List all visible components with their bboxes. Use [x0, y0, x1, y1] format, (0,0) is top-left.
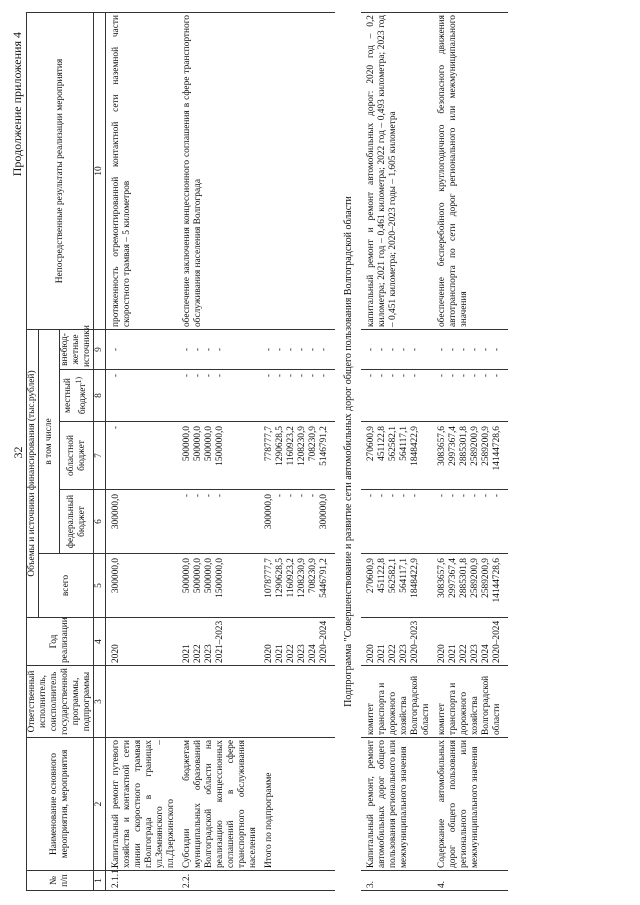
header-local-footnote: 1)	[74, 376, 84, 384]
federal-cell	[182, 490, 259, 554]
responsible-executor	[182, 666, 259, 738]
header-total: всего	[39, 554, 94, 618]
regional-cell-value: 1160923,2	[286, 426, 296, 466]
header-resp: Ответственный исполнитель, соисполнитель государственной программы, подпрограммы	[27, 666, 94, 738]
table-row	[182, 13, 259, 891]
local-cell-value: -	[447, 374, 458, 378]
header-local-label: местный бюджет	[63, 378, 89, 415]
federal-cell-value: -	[365, 494, 376, 498]
regional-cell	[437, 422, 503, 490]
measure-name: Капитальный ремонт путевого хозяйства и контактной сети линии скоростного трамвая г.Волгограда в границах ул.Земнянского – пл.Дзержинского	[111, 738, 177, 871]
header-results: Непосредственные результаты реализации мероприятия	[27, 13, 94, 330]
extra-cell	[264, 330, 330, 370]
header-extra: внебюд-жетные источники	[60, 330, 94, 370]
year-cell	[366, 618, 432, 666]
local-cell-value: -	[204, 374, 214, 378]
column-number: 6	[94, 490, 106, 554]
extra-cell-value: -	[182, 347, 192, 352]
column-number: 8	[94, 370, 106, 422]
total-cell-value: 270600,9	[365, 558, 376, 594]
local-cell	[366, 370, 432, 422]
year-cell-value: 2021	[182, 644, 192, 663]
year-cell-value: 2021	[447, 644, 458, 663]
regional-cell-value: 708230,9	[308, 426, 318, 462]
year-cell-value: 2021	[376, 644, 387, 663]
year-cell	[437, 618, 503, 666]
year-cell-value: 2023	[297, 644, 307, 663]
total-cell	[437, 554, 503, 618]
measure-name: Субсидии бюджетам муниципальных образований Волгоградской области на реализацию концессионных соглашений в сфере транспортного обслуживания населения	[182, 738, 259, 871]
total-cell-value: 1160923,2	[286, 558, 296, 598]
federal-cell-value: -	[387, 494, 398, 498]
extra-cell-value: -	[297, 347, 307, 352]
total-cell-value: 2885301,8	[458, 558, 469, 598]
regional-cell	[182, 422, 259, 490]
total-cell-value: 708230,9	[308, 558, 318, 594]
subprogram-title-section	[335, 13, 361, 891]
extra-cell-value: -	[491, 347, 502, 352]
total-cell-value: 1500000,0	[215, 558, 225, 598]
extra-cell-value: -	[376, 347, 387, 352]
extra-cell-value: -	[286, 347, 296, 352]
responsible-executor: комитет транспорта и дорожного хозяйства Волгоградской области	[366, 666, 432, 738]
total-cell-value: 1290628,5	[275, 558, 285, 598]
column-number: 9	[94, 330, 106, 370]
total-cell-value: 1078777,7	[264, 558, 274, 598]
header-year: Год реализации	[27, 618, 94, 666]
table-body-subprogram-1	[106, 13, 336, 891]
local-cell	[111, 370, 177, 422]
total-cell	[182, 554, 259, 618]
row-number	[264, 871, 330, 891]
column-number-row	[94, 13, 106, 891]
local-cell-value: -	[215, 374, 225, 378]
regional-cell	[366, 422, 432, 490]
measure-name: Итого по подпрограмме	[264, 738, 330, 871]
header-federal: федеральный бюджет	[60, 490, 94, 554]
subprogram-title: Подпрограмма "Совершенствование и развитие сети автомобильных дорог общего пользования Волгоградской области	[343, 196, 354, 707]
extra-cell-value: -	[436, 347, 447, 352]
result-cell: обеспечение бесперебойного круглогодичного безопасного движения автотранспорта по сети дорог регионального или межмуниципального значения	[437, 13, 503, 330]
column-number: 7	[94, 422, 106, 490]
year-cell	[182, 618, 259, 666]
total-cell-value: 562582,1	[387, 558, 398, 594]
federal-cell-value: -	[480, 494, 491, 498]
extra-cell	[366, 330, 432, 370]
regional-cell-value: 2589200,9	[480, 426, 491, 466]
total-cell-value: 300000,0	[111, 558, 121, 594]
federal-cell-value: -	[308, 494, 318, 498]
column-number: 10	[94, 13, 106, 330]
total-cell-value: 2589200,9	[469, 558, 480, 598]
federal-cell-value: 300000,0	[319, 494, 329, 530]
regional-cell-value: 1290628,5	[275, 426, 285, 466]
extra-cell	[182, 330, 259, 370]
column-number: 4	[94, 618, 106, 666]
year-cell-value: 2022	[387, 644, 398, 663]
total-cell-value: 500000,0	[182, 558, 192, 594]
local-cell-value: -	[458, 374, 469, 378]
local-cell-value: -	[469, 374, 480, 378]
federal-cell-value: -	[491, 494, 502, 498]
local-cell-value: -	[365, 374, 376, 378]
result-cell: обеспечение заключения концессионного соглашения в сфере транспортного обслуживания населения Волгограда	[182, 13, 259, 330]
responsible-executor: комитет транспорта и дорожного хозяйства Волгоградской области	[437, 666, 503, 738]
financing-table	[26, 12, 508, 891]
year-cell-value: 2020	[436, 644, 447, 663]
local-cell	[437, 370, 503, 422]
federal-cell-value: -	[297, 494, 307, 498]
year-cell-value: 2021	[275, 644, 285, 663]
extra-cell-value: -	[387, 347, 398, 352]
table-row	[437, 13, 503, 891]
regional-cell	[111, 422, 177, 490]
column-number: 2	[94, 738, 106, 871]
page-number: 32	[11, 446, 25, 459]
federal-cell-value: -	[409, 494, 420, 498]
header-incl: в том числе	[39, 330, 60, 554]
local-cell-value: -	[387, 374, 398, 378]
federal-cell-value: 300000,0	[111, 494, 121, 530]
extra-cell-value: -	[111, 347, 121, 352]
total-cell-value: 5446791,2	[319, 558, 329, 598]
regional-cell-value: 2589200,9	[469, 426, 480, 466]
row-number: 2.1.1.	[111, 871, 177, 891]
total-cell	[111, 554, 177, 618]
extra-cell	[437, 330, 503, 370]
row-number: 2.2.	[182, 871, 259, 891]
total-cell-value: 2997367,4	[447, 558, 458, 598]
federal-cell	[366, 490, 432, 554]
total-cell-value: 2589200,9	[480, 558, 491, 598]
regional-cell-value: 3083657,6	[436, 426, 447, 466]
federal-cell	[264, 490, 330, 554]
measure-name: Содержание автомобильных дорог общего пользования регионального или межмуниципального значения	[437, 738, 503, 871]
regional-cell-value: 500000,0	[182, 426, 192, 462]
year-cell-value: 2020	[264, 644, 274, 663]
year-cell-value: 2020	[365, 644, 376, 663]
header-regional: областной бюджет	[60, 422, 94, 490]
table-row	[366, 13, 432, 891]
local-cell-value: -	[480, 374, 491, 378]
total-cell-value: 451122,8	[376, 558, 387, 593]
extra-cell-value: -	[480, 347, 491, 352]
federal-cell-value: -	[458, 494, 469, 498]
result-cell: капитальный ремонт и ремонт автомобильных дорог: 2020 год – 0,2 километра; 2021 год – 0,461 километра; 2022 год – 0,493 километра; 2023 год – 0,451 километра; 2020–2023 годы – 1,605 километра	[366, 13, 432, 330]
federal-cell-value: -	[447, 494, 458, 498]
local-cell-value: -	[182, 374, 192, 378]
continuation-label: Продолжение приложения 4	[10, 32, 24, 177]
row-number: 3.	[366, 871, 432, 891]
local-cell-value: -	[319, 374, 329, 378]
local-cell-value: -	[308, 374, 318, 378]
regional-cell-value: 778777,7	[264, 426, 274, 462]
extra-cell-value: -	[409, 347, 420, 352]
table-row	[111, 13, 177, 891]
header-no: № п/п	[27, 871, 94, 891]
total-cell	[264, 554, 330, 618]
regional-cell-value: 2997367,4	[447, 426, 458, 466]
table-row	[264, 13, 330, 891]
extra-cell-value: -	[319, 347, 329, 352]
year-cell-value: 2023	[398, 644, 409, 663]
regional-cell-value: 451122,8	[376, 426, 387, 461]
column-number: 5	[94, 554, 106, 618]
regional-cell-value: 270600,9	[365, 426, 376, 462]
federal-cell	[111, 490, 177, 554]
total-cell-value: 14144728,6	[491, 558, 502, 603]
local-cell-value: -	[436, 374, 447, 378]
year-cell-value: 2023	[469, 644, 480, 663]
local-cell-value: -	[409, 374, 420, 378]
extra-cell-value: -	[264, 347, 274, 352]
year-cell-value: 2020–2024	[491, 620, 502, 663]
total-cell	[366, 554, 432, 618]
federal-cell-value: -	[469, 494, 480, 498]
federal-cell-value: -	[215, 494, 225, 498]
year-cell-value: 2021–2023	[215, 620, 225, 663]
regional-cell-value: 5146791,2	[319, 426, 329, 466]
total-cell-value: 1208230,9	[297, 558, 307, 598]
federal-cell-value: -	[193, 494, 203, 498]
extra-cell	[111, 330, 177, 370]
year-cell-value: 2022	[458, 644, 469, 663]
local-cell-value: -	[376, 374, 387, 378]
year-cell-value: 2022	[193, 644, 203, 663]
regional-cell-value: 1208230,9	[297, 426, 307, 466]
header-name: Наименование основного мероприятия, мероприятия	[27, 738, 94, 871]
local-cell-value: -	[111, 374, 121, 378]
column-number: 1	[94, 871, 106, 891]
result-cell: протяженность отремонтированной контактной сети наземной части скоростного трамвая – 5 километров	[111, 13, 177, 330]
total-cell-value: 500000,0	[193, 558, 203, 594]
table-body-subprogram-2	[361, 13, 508, 891]
extra-cell-value: -	[469, 347, 480, 352]
year-cell-value: 2022	[286, 644, 296, 663]
federal-cell-value: 300000,0	[264, 494, 274, 530]
extra-cell-value: -	[215, 347, 225, 352]
responsible-executor	[111, 666, 177, 738]
extra-cell-value: -	[458, 347, 469, 352]
regional-cell-value: 562582,1	[387, 426, 398, 462]
regional-cell-value: -	[111, 426, 121, 430]
responsible-executor	[264, 666, 330, 738]
local-cell-value: -	[398, 374, 409, 378]
federal-cell-value: -	[182, 494, 192, 498]
federal-cell-value: -	[436, 494, 447, 498]
regional-cell-value: 500000,0	[204, 426, 214, 462]
regional-cell-value: 1500000,0	[215, 426, 225, 466]
regional-cell-value: 500000,0	[193, 426, 203, 462]
federal-cell	[437, 490, 503, 554]
extra-cell-value: -	[308, 347, 318, 352]
year-cell	[264, 618, 330, 666]
federal-cell-value: -	[398, 494, 409, 498]
column-number: 3	[94, 666, 106, 738]
local-cell-value: -	[491, 374, 502, 378]
year-cell-value: 2023	[204, 644, 214, 663]
extra-cell-value: -	[193, 347, 203, 352]
regional-cell-value: 1848422,9	[409, 426, 420, 466]
year-cell-value: 2020	[111, 644, 121, 663]
total-cell-value: 564117,1	[398, 558, 409, 593]
extra-cell-value: -	[275, 347, 285, 352]
local-cell	[264, 370, 330, 422]
local-cell-value: -	[275, 374, 285, 378]
row-number: 4.	[437, 871, 503, 891]
header-volumes: Объемы и источники финансирования (тыс.рублей)	[27, 330, 39, 618]
total-cell-value: 3083657,6	[436, 558, 447, 598]
year-cell-value: 2024	[480, 644, 491, 663]
year-cell-value: 2024	[308, 644, 318, 663]
regional-cell-value: 14144728,6	[491, 426, 502, 471]
local-cell-value: -	[297, 374, 307, 378]
extra-cell-value: -	[365, 347, 376, 352]
total-cell-value: 500000,0	[204, 558, 214, 594]
local-cell-value: -	[193, 374, 203, 378]
year-cell	[111, 618, 177, 666]
measure-name: Капитальный ремонт, ремонт автомобильных дорог общего пользования регионального или межмуниципального значения	[366, 738, 432, 871]
regional-cell-value: 564117,1	[398, 426, 409, 461]
regional-cell	[264, 422, 330, 490]
federal-cell-value: -	[204, 494, 214, 498]
total-cell-value: 1848422,9	[409, 558, 420, 598]
header-local	[60, 370, 94, 422]
result-cell	[264, 13, 330, 330]
local-cell-value: -	[286, 374, 296, 378]
extra-cell-value: -	[398, 347, 409, 352]
local-cell-value: -	[264, 374, 274, 378]
year-cell-value: 2020–2023	[409, 620, 420, 663]
federal-cell-value: -	[376, 494, 387, 498]
federal-cell-value: -	[275, 494, 285, 498]
extra-cell-value: -	[447, 347, 458, 352]
regional-cell-value: 2885301,8	[458, 426, 469, 466]
year-cell-value: 2020–2024	[319, 620, 329, 663]
federal-cell-value: -	[286, 494, 296, 498]
extra-cell-value: -	[204, 347, 214, 352]
local-cell	[182, 370, 259, 422]
